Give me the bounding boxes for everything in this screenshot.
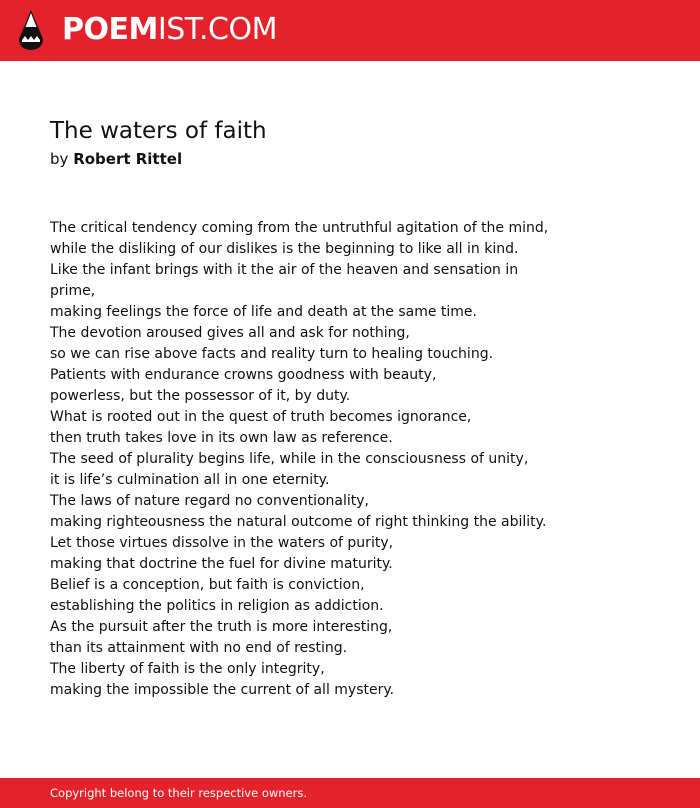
poem-title: The waters of faith (50, 118, 267, 144)
site-header (0, 0, 700, 61)
poem-line: establishing the politics in religion as addiction. (50, 598, 384, 614)
poem-line: What is rooted out in the quest of truth becomes ignorance, (50, 409, 472, 425)
poem-line: then truth takes love in its own law as reference. (50, 430, 393, 446)
poem-line: The seed of plurality begins life, while in the consciousness of unity, (50, 451, 529, 467)
by-label: by (50, 150, 69, 168)
poem-line: Let those virtues dissolve in the waters of purity, (50, 535, 394, 551)
poem-line: so we can rise above facts and reality turn to healing touching. (50, 346, 494, 362)
poem-line: The critical tendency coming from the untruthful agitation of the mind, (50, 220, 549, 236)
site-footer (0, 778, 700, 808)
poem-line: powerless, but the possessor of it, by duty. (50, 388, 351, 404)
poem-line: The liberty of faith is the only integrity, (50, 661, 325, 677)
poem-line: making that doctrine the fuel for divine maturity. (50, 556, 393, 572)
poem-body (50, 218, 650, 701)
copyright-notice: Copyright belong to their respective owners. (50, 786, 308, 800)
site-logo[interactable] (62, 12, 277, 48)
poem-line: The laws of nature regard no conventionality, (50, 493, 369, 509)
poem-line: Like the infant brings with it the air of the heaven and sensation in (50, 262, 519, 278)
logo-light-part: IST.COM (157, 12, 277, 47)
pencil-tip-icon[interactable] (17, 9, 45, 51)
poem-line: while the disliking of our dislikes is the beginning to like all in kind. (50, 241, 519, 257)
poem-line: making the impossible the current of all mystery. (50, 682, 395, 698)
poem-line: prime, (50, 283, 96, 299)
poem-line: making righteousness the natural outcome of right thinking the ability. (50, 514, 547, 530)
poem-line: Belief is a conception, but faith is conviction, (50, 577, 365, 593)
poem-byline (50, 149, 182, 169)
poem-line: Patients with endurance crowns goodness with beauty, (50, 367, 437, 383)
poem-line: The devotion aroused gives all and ask for nothing, (50, 325, 410, 341)
poem-line: As the pursuit after the truth is more interesting, (50, 619, 393, 635)
poem-line: it is life’s culmination all in one eternity. (50, 472, 330, 488)
poem-author: Robert Rittel (73, 150, 183, 168)
logo-bold-part: POEM (62, 12, 158, 47)
poem-line: than its attainment with no end of resting. (50, 640, 348, 656)
poem-line: making feelings the force of life and death at the same time. (50, 304, 477, 320)
